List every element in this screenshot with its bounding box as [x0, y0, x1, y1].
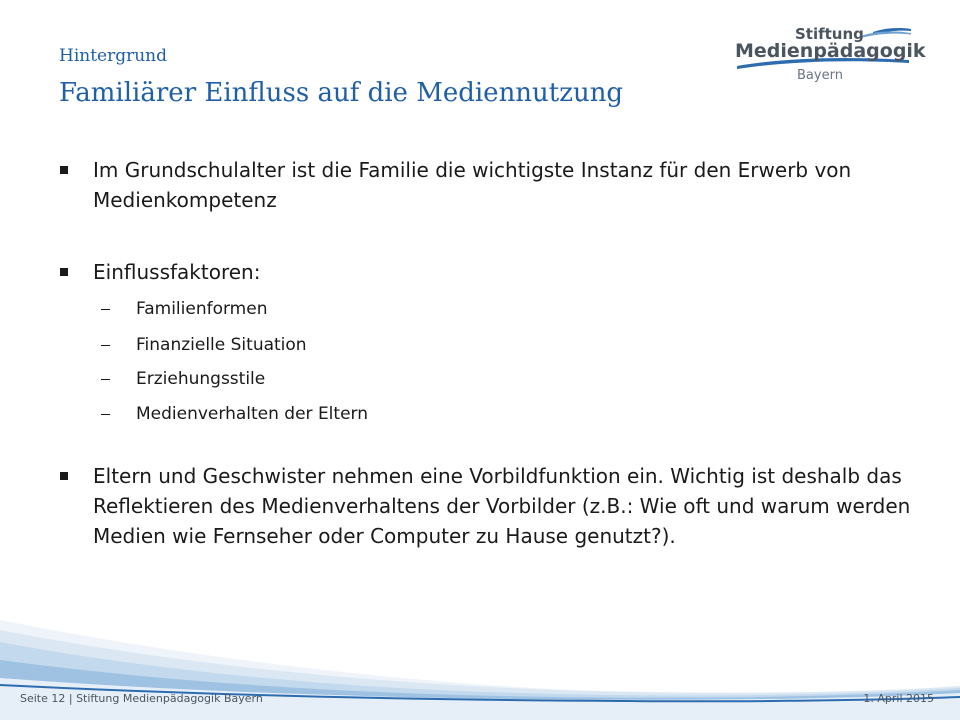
- logo-text-main: Medienpädagogik: [735, 40, 926, 62]
- footer-date: 1. April 2015: [863, 692, 934, 705]
- sub-item: [101, 334, 307, 356]
- bullet-item: [60, 257, 920, 287]
- sub-item: [101, 298, 267, 320]
- dash-bullet-icon: [101, 345, 110, 346]
- logo-text-bottom: Bayern: [797, 68, 843, 83]
- sub-item-text: Medienverhalten der Eltern: [136, 404, 368, 424]
- sub-item: [101, 368, 265, 390]
- footer-page-info: Seite 12 | Stiftung Medienpädagogik Bayern: [20, 692, 263, 705]
- sub-item: [101, 403, 368, 425]
- bullet-text: Eltern und Geschwister nehmen eine Vorbildfunktion ein. Wichtig ist deshalb das Reflektieren des Medienverhaltens der Vorbilder (z.B.: Wie oft und warum werden Medien wie Fernseher oder Computer zu Hause genutzt?).: [93, 464, 911, 548]
- sub-item-text: Finanzielle Situation: [136, 335, 307, 355]
- dash-bullet-icon: [101, 414, 110, 415]
- bullet-text: Im Grundschulalter ist die Familie die wichtigste Instanz für den Erwerb von Medienkompetenz: [93, 158, 852, 212]
- section-subtitle: Hintergrund: [59, 46, 168, 66]
- bullet-item: [60, 461, 920, 551]
- dash-bullet-icon: [101, 379, 110, 380]
- square-bullet-icon: [60, 472, 68, 480]
- logo: [733, 22, 926, 92]
- dash-bullet-icon: [101, 309, 110, 310]
- bullet-text: Einflussfaktoren:: [93, 260, 261, 284]
- square-bullet-icon: [60, 166, 68, 174]
- sub-item-text: Erziehungsstile: [136, 369, 266, 389]
- logo-text-top: Stiftung: [795, 25, 864, 43]
- sub-item-text: Familienformen: [136, 299, 268, 319]
- slide-title: Familiärer Einfluss auf die Mediennutzung: [59, 78, 624, 108]
- square-bullet-icon: [60, 268, 68, 276]
- bullet-item: [60, 155, 920, 215]
